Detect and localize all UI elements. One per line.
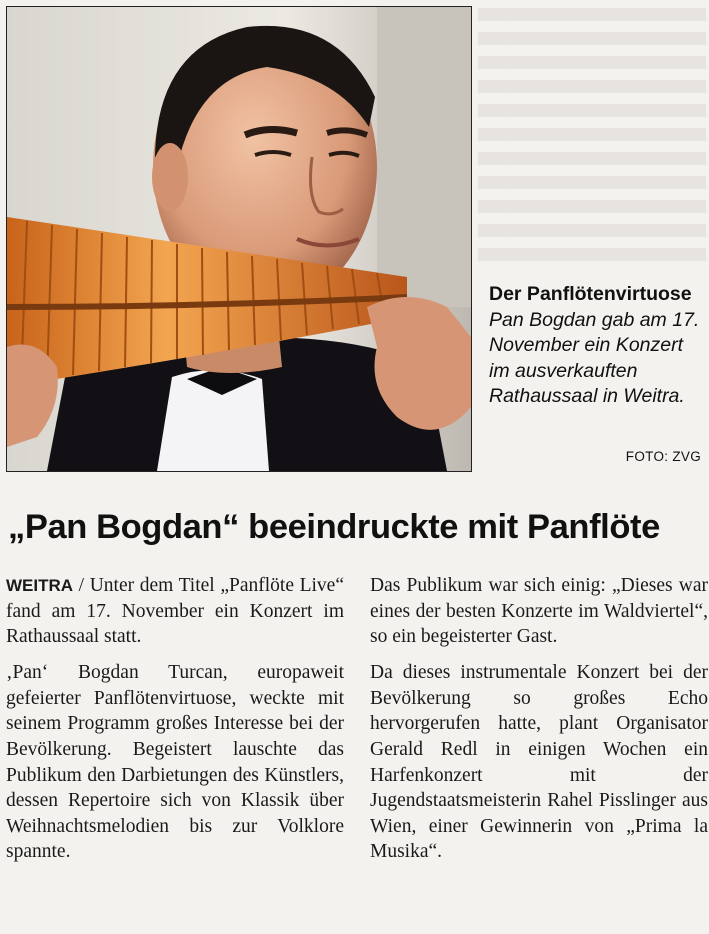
caption-body: Pan Bogdan gab am 17. November ein Konzert im ausverkauften Rathaussaal in Weitra. [489,308,700,407]
caption-lead: Der Panflötenvirtuose [489,283,692,305]
photo-credit: FOTO: ZVG [625,449,701,464]
reverse-page-bleed [478,8,706,270]
dateline: WEITRA [6,576,74,595]
article-photo [6,6,472,472]
photo-caption [489,282,703,410]
paragraph: Da dieses instrumentale Konzert bei der Bevölkerung so großes Echo hervorgerufen hatte, plant Organisator Gerald Redl in einigen Wochen ein Harfenkonzert mit der Jugendstaatsmeisterin Rahel Pisslinger aus Wien, einer Gewinnerin von „Prima la Musika“. [370,662,708,863]
paragraph: Das Publikum war sich einig: „Dieses war eines der besten Konzerte im Waldviertel“, so ein begeisterter Gast. [370,575,708,648]
article-column-right [370,573,708,876]
headline: „Pan Bogdan“ beeindruckte mit Panflöte [8,508,660,546]
paragraph [6,573,344,650]
article-column-left [6,573,344,876]
paragraph: ‚Pan‘ Bogdan Turcan, europaweit gefeierter Panflötenvirtuose, weckte mit seinem Programm großes Interesse bei der Bevölkerung. Begeistert lauschte das Publikum den Darbietungen des Künstlers, dessen Repertoire sich von Klassik über Weihnachtsmelodien bis zur Volklore spannte. [6,662,344,863]
dateline-separator: / [73,575,90,596]
paragraph-text: Unter dem Titel „Panflöte Live“ fand am 17. November ein Konzert im Rathaussaal statt. [6,575,344,648]
